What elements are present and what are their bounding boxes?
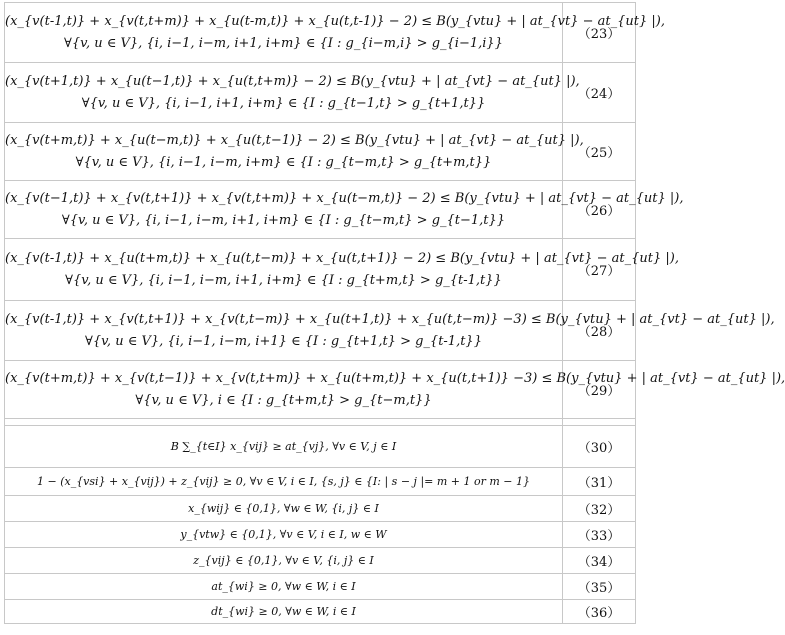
constraint-row xyxy=(5,600,636,624)
equation-line: (x_{v(t-1,t)} + x_{v(t,t+m)} + x_{u(t-m,t)} + x_{u(t,t-1)} − 2) ≤ B(y_{vtu} + | at_{vt} − at_{ut} |), xyxy=(5,13,665,29)
equation-row xyxy=(5,181,636,239)
equation-number: （28） xyxy=(563,301,636,361)
constraint-cell: 1 − (x_{vsi} + x_{vij}) + z_{vij} ≥ 0, ∀v ∈ V, i ∈ I, {s, j} ∈ {I: | s − j |= m + 1 or m − 1} xyxy=(5,468,563,496)
equation-line: ∀{v, u ∈ V}, {i, i−1, i−m, i+1, i+m} ∈ {I : g_{t+m,t} > g_{t-1,t}} xyxy=(65,272,502,288)
equation-line: (x_{v(t-1,t)} + x_{v(t,t+1)} + x_{v(t,t−m)} + x_{u(t+1,t)} + x_{u(t,t−m)} −3) ≤ B(y_{vtu} + | at_{vt} − at_{ut} |), xyxy=(5,311,775,327)
equation-number: （29） xyxy=(563,361,636,419)
equation-line: (x_{v(t+m,t)} + x_{v(t,t−1)} + x_{v(t,t+m)} + x_{u(t+m,t)} + x_{u(t,t+1)} −3) ≤ B(y_{vtu} + | at_{vt} − at_{ut} |), xyxy=(5,370,785,386)
equation-cell xyxy=(5,123,584,181)
equation-row xyxy=(5,301,636,361)
equation-number: （32） xyxy=(563,496,636,522)
equation-number: （36） xyxy=(563,600,636,624)
equation-line: ∀{v, u ∈ V}, {i, i−1, i+1, i+m} ∈ {I : g_{t−1,t} > g_{t+1,t}} xyxy=(81,95,486,111)
constraint-cell: x_{wij} ∈ {0,1}, ∀w ∈ W, {i, j} ∈ I xyxy=(5,496,563,522)
equation-number: （30） xyxy=(563,426,636,468)
equation-line: ∀{v, u ∈ V}, {i, i−1, i−m, i+m} ∈ {I : g_{t−m,t} > g_{t+m,t}} xyxy=(75,154,492,170)
constraint-cell: B ∑_{t∈I} x_{vij} ≥ at_{vj}, ∀v ∈ V, j ∈ I xyxy=(5,426,563,468)
equation-number: （27） xyxy=(563,239,636,301)
equation-table xyxy=(4,2,785,624)
equation-cell xyxy=(5,63,580,123)
equation-number: （31） xyxy=(563,468,636,496)
constraint-cell: at_{wi} ≥ 0, ∀w ∈ W, i ∈ I xyxy=(5,574,563,600)
equation-line: (x_{v(t-1,t)} + x_{u(t+m,t)} + x_{u(t,t−m)} + x_{u(t,t+1)} − 2) ≤ B(y_{vtu} + | at_{vt} − at_{ut} |), xyxy=(5,250,680,266)
equation-row xyxy=(5,361,636,419)
constraint-cell: y_{vtw} ∈ {0,1}, ∀v ∈ V, i ∈ I, w ∈ W xyxy=(5,522,563,548)
constraint-row xyxy=(5,468,636,496)
constraint-row xyxy=(5,426,636,468)
equation-line: (x_{v(t+m,t)} + x_{u(t−m,t)} + x_{u(t,t−1)} − 2) ≤ B(y_{vtu} + | at_{vt} − at_{ut} |), xyxy=(5,132,584,148)
constraint-row xyxy=(5,496,636,522)
equation-number: （24） xyxy=(563,63,636,123)
equation-row xyxy=(5,3,636,63)
equation-row xyxy=(5,123,636,181)
equation-line: ∀{v, u ∈ V}, {i, i−1, i−m, i+1} ∈ {I : g_{t+1,t} > g_{t-1,t}} xyxy=(85,333,482,349)
equation-line: ∀{v, u ∈ V}, {i, i−1, i−m, i+1, i+m} ∈ {I : g_{i−m,i} > g_{i−1,i}} xyxy=(64,35,503,51)
equation-line: (x_{v(t−1,t)} + x_{v(t,t+1)} + x_{v(t,t+m)} + x_{u(t−m,t)} − 2) ≤ B(y_{vtu} + | at_{vt} − at_{ut} |), xyxy=(5,190,684,206)
constraint-cell: dt_{wi} ≥ 0, ∀w ∈ W, i ∈ I xyxy=(5,600,563,624)
equation-row xyxy=(5,239,636,301)
constraint-cell: z_{vij} ∈ {0,1}, ∀v ∈ V, {i, j} ∈ I xyxy=(5,548,563,574)
constraint-row xyxy=(5,574,636,600)
table-gap xyxy=(5,419,636,426)
equation-line: ∀{v, u ∈ V}, {i, i−1, i−m, i+1, i+m} ∈ {I : g_{t−m,t} > g_{t−1,t}} xyxy=(61,212,506,228)
equation-number: （26） xyxy=(563,181,636,239)
equation-number: （34） xyxy=(563,548,636,574)
constraint-row xyxy=(5,548,636,574)
equation-line: ∀{v, u ∈ V}, i ∈ {I : g_{t+m,t} > g_{t−m,t}} xyxy=(135,392,432,408)
equation-line: (x_{v(t+1,t)} + x_{u(t−1,t)} + x_{u(t,t+m)} − 2) ≤ B(y_{vtu} + | at_{vt} − at_{ut} |), xyxy=(5,73,580,89)
equation-number: （35） xyxy=(563,574,636,600)
equation-number: （23） xyxy=(563,3,636,63)
equation-number: （33） xyxy=(563,522,636,548)
equation-row xyxy=(5,63,636,123)
equation-number: （25） xyxy=(563,123,636,181)
constraint-row xyxy=(5,522,636,548)
